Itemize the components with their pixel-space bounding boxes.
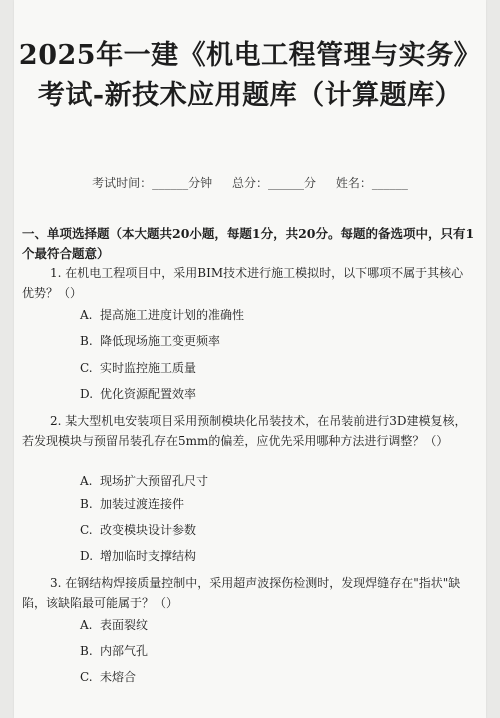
- question-3-option-c[interactable]: C. 未熔合: [80, 670, 137, 684]
- question-2-option-b[interactable]: B. 加装过渡连接件: [80, 497, 185, 511]
- section-heading: 一、单项选择题（本大题共20小题，每题1分，共20分。每题的备选项中，只有1个最符合题意）: [22, 226, 475, 261]
- question-2-option-a[interactable]: A. 现场扩大预留孔尺寸: [80, 474, 209, 488]
- exam-time-field: 考试时间：______分钟: [92, 176, 213, 190]
- student-name-field: 姓名：______: [335, 176, 408, 190]
- question-3-option-b[interactable]: B. 内部气孔: [80, 644, 149, 658]
- question-2-stem: 2. 某大型机电安装项目采用预制模块化吊装技术，在吊装前进行3D建模复核，若发现模块与预留吊装孔存在5mm的偏差，应优先采用哪种方法进行调整？（）: [22, 414, 467, 448]
- question-1-option-a[interactable]: A. 提高施工进度计划的准确性: [80, 308, 245, 322]
- question-2-option-d[interactable]: D. 增加临时支撑结构: [80, 549, 197, 563]
- exam-meta: [14, 174, 486, 191]
- total-score-field: 总分：______分: [231, 176, 316, 190]
- question-2-option-c[interactable]: C. 改变模块设计参数: [80, 523, 197, 537]
- page-title: 2025年一建《机电工程管理与实务》考试-新技术应用题库（计算题库）: [18, 40, 482, 111]
- question-3-option-a[interactable]: A. 表面裂纹: [80, 618, 149, 632]
- question-1-stem: 1. 在机电工程项目中，采用BIM技术进行施工模拟时，以下哪项不属于其核心优势？（）: [22, 266, 464, 300]
- question-1-option-d[interactable]: D. 优化资源配置效率: [80, 387, 197, 401]
- exam-paper: [14, 0, 486, 718]
- question-1-option-c[interactable]: C. 实时监控施工质量: [80, 361, 197, 375]
- question-3-stem: 3. 在钢结构焊接质量控制中，采用超声波探伤检测时，发现焊缝存在"指状"缺陷，该缺陷最可能属于？（）: [22, 576, 461, 610]
- question-1-option-b[interactable]: B. 降低现场施工变更频率: [80, 334, 221, 348]
